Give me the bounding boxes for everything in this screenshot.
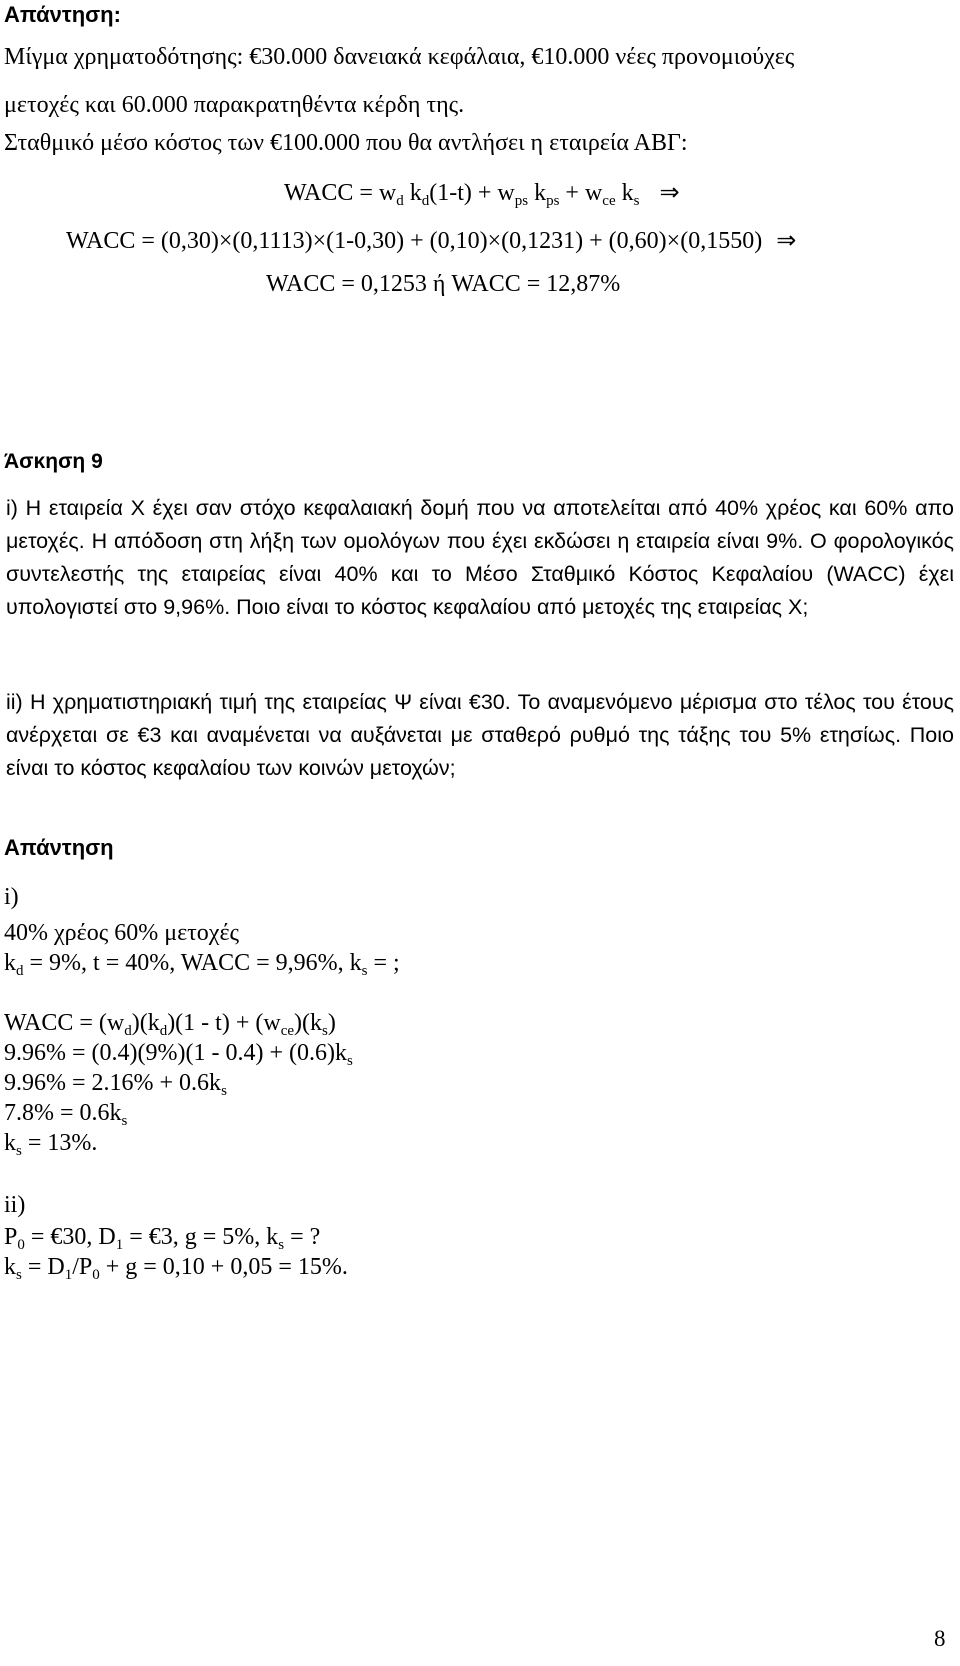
financing-mix-line-1: Μίγμα χρηματοδότησης: €30.000 δανειακά κεφάλαια, €10.000 νέες προνομιούχες bbox=[4, 44, 795, 70]
exercise-part-ii: ii) Η χρηματιστηριακή τιμή της εταιρείας Ψ είναι €30. Το αναμενόμενο μέρισμα στο τέλος του έτους ανέρχεται σε €3 και αναμένεται να αυξάνεται με σταθερό ρυθμό της τάξης του 5% ετησίως. Ποιο είναι το κόστος κεφαλαίου των κοινών μετοχών; bbox=[6, 690, 954, 780]
exercise-title: Άσκηση 9 bbox=[4, 450, 103, 473]
wacc-intro: Σταθμικό μέσο κόστος των €100.000 που θα αντλήσει η εταιρεία ΑΒΓ: bbox=[4, 130, 688, 156]
solution-equation-3: $9.96\% = 2.16\% + 0.6k_s$ bbox=[4, 1070, 227, 1099]
financing-mix-line-2: μετοχές και 60.000 παρακρατηθέντα κέρδη της. bbox=[4, 92, 465, 118]
solution-ii-result: $k_s = D_1/P_0 + g = 0,10 + 0,05 = 15\%$. bbox=[4, 1254, 348, 1283]
wacc-substitution: WACC = (0,30)×(0,1113)×(1-0,30) + (0,10)×(0,1231) + (0,60)×(0,1550) ⇒ bbox=[66, 228, 797, 254]
solution-equation-2: $9.96\% = (0.4)(9\%)(1 - 0.4) + (0.6)k_s$ bbox=[4, 1040, 353, 1069]
solution-given: $k_d = 9\%$, t = 40%, WACC = 9,96%, $k_s$ = ; bbox=[4, 950, 400, 979]
solution-equation-5: $k_s = 13\%$. bbox=[4, 1130, 98, 1159]
implies-arrow-icon: ⇒ bbox=[776, 228, 797, 254]
solution-ii-label: ii) bbox=[4, 1192, 26, 1218]
wacc-result: WACC = 0,1253 ή WACC = 12,87% bbox=[266, 271, 621, 297]
solution-equation-1: WACC = $(w_d)(k_d)(1 - t) + (w_{ce})(k_s)$ bbox=[4, 1010, 336, 1039]
page-number: 8 bbox=[934, 1626, 946, 1651]
solution-i-label: i) bbox=[4, 884, 19, 910]
wacc-formula: WACC = $w_d$ $k_d(1-t) + w_{ps}$ $k_{ps} + w_{ce}$ $k_s$ ⇒ bbox=[284, 180, 680, 209]
solution-heading: Απάντηση bbox=[4, 835, 114, 860]
solution-equation-4: $7.8\% = 0.6k_s$ bbox=[4, 1100, 128, 1129]
answer-heading: Απάντηση: bbox=[4, 2, 121, 27]
solution-ii-given: $P_0$ = €30, $D_1$ = €3, g = 5%, $k_s$ = ? bbox=[4, 1224, 321, 1253]
implies-arrow-icon: ⇒ bbox=[659, 180, 680, 206]
exercise-part-i: i) Η εταιρεία Χ έχει σαν στόχο κεφαλαιακή δομή που να αποτελείται από 40% χρέος και 60% απο μετοχές. Η απόδοση στη λήξη των ομολόγων που έχει εκδώσει η εταιρεία είναι 9%. Ο φορολογικός συντελεστής της εταιρείας είναι 40% και το Μέσο Σταθμικό Κόστος Κεφαλαίου (WACC) έχει υπολογιστεί στο 9,96%. Ποιο είναι το κόστος κεφαλαίου από μετοχές της εταιρείας Χ; bbox=[6, 496, 954, 619]
solution-mix: 40% χρέος 60% μετοχές bbox=[4, 920, 240, 946]
